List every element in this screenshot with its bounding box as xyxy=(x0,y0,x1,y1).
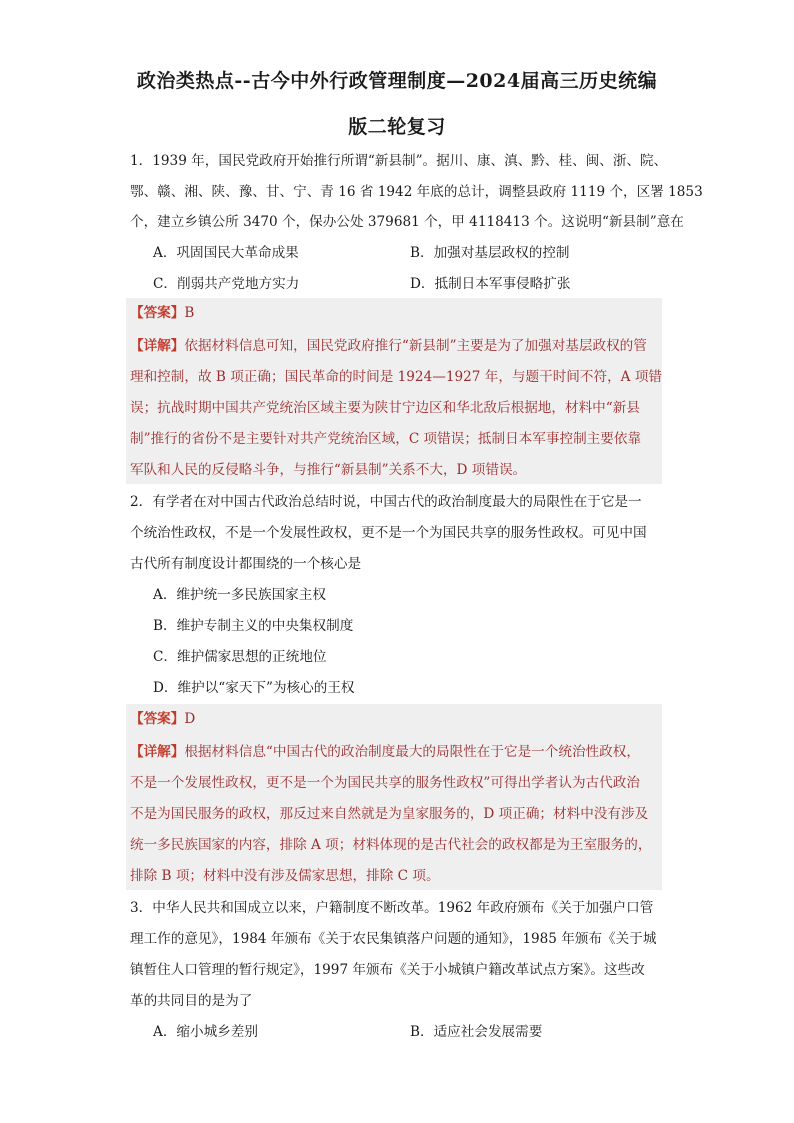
detail-tag: 【详解】 xyxy=(130,744,185,760)
question-2-answer-box xyxy=(126,704,662,890)
question-3-option-b: B．适应社会发展需要 xyxy=(410,1024,543,1040)
answer-tag: 【答案】 xyxy=(130,305,185,321)
question-2-stem-line: 古代所有制度设计都围绕的一个核心是 xyxy=(130,556,362,572)
question-1-option-a: A．巩固国民大革命成果 xyxy=(153,245,299,261)
question-2-option-a: A．维护统一多民族国家主权 xyxy=(153,587,326,603)
question-2-answer xyxy=(130,709,195,729)
question-2-stem-line: 个统治性政权，不是一个发展性政权，更不是一个为国民共享的服务性政权。可见中国 xyxy=(130,525,647,541)
question-1-detail-line: 军队和人民的反侵略斗争，与推行“新县制”关系不大，D 项错误。 xyxy=(130,462,527,478)
question-2-stem-line: 2．有学者在对中国古代政治总结时说，中国古代的政治制度最大的局限性在于它是一 xyxy=(130,494,642,510)
question-2-detail-line: 统一多民族国家的内容，排除 A 项；材料体现的是古代社会的政权都是为王室服务的， xyxy=(130,837,652,853)
question-3-stem-line: 革的共同目的是为了 xyxy=(130,993,253,1009)
question-2-detail-line: 不是一个发展性政权，更不是一个为国民共享的服务性政权”可得出学者认为古代政治 xyxy=(130,775,640,791)
question-3-stem-line: 理工作的意见》，1984 年颁布《关于农民集镇落户问题的通知》，1985 年颁布《关于城 xyxy=(130,931,657,947)
document-title-line-2: 版二轮复习 xyxy=(348,116,446,138)
question-1-detail-line: 制”推行的省份不是主要针对共产党统治区域，C 项错误；抵制日本军事控制主要依靠 xyxy=(130,431,642,447)
question-2-option-b: B．维护专制主义的中央集权制度 xyxy=(153,618,354,634)
question-2-detail-line: 排除 B 项；材料中没有涉及儒家思想，排除 C 项。 xyxy=(130,868,440,884)
question-1-answer xyxy=(130,303,194,323)
question-2-detail-line xyxy=(130,742,640,762)
answer-tag: 【答案】 xyxy=(130,711,185,727)
question-1-stem-line: 鄂、赣、湘、陕、豫、甘、宁、青 16 省 1942 年底的总计，调整县政府 1119 个，区署 1853 xyxy=(130,184,703,200)
question-1-option-d: D．抵制日本军事侵略扩张 xyxy=(410,276,571,292)
detail-text: 根据材料信息“中国古代的政治制度最大的局限性在于它是一个统治性政权， xyxy=(184,744,640,760)
answer-value: B xyxy=(184,305,195,321)
question-3-stem-line: 3．中华人民共和国成立以来，户籍制度不断改革。1962 年政府颁布《关于加强户口管 xyxy=(130,900,654,916)
question-3-stem-line: 镇暂住人口管理的暂行规定》，1997 年颁布《关于小城镇户籍改革试点方案》。这些改 xyxy=(130,962,645,978)
question-2-detail-line: 不是为国民服务的政权，那反过来自然就是为皇家服务的，D 项正确；材料中没有涉及 xyxy=(130,806,649,822)
document-title-line-1: 政治类热点--古今中外行政管理制度—2024届高三历史统编 xyxy=(136,70,658,92)
question-1-stem-line: 个，建立乡镇公所 3470 个，保办公处 379681 个，甲 4118413 个。这说明“新县制”意在 xyxy=(130,214,684,230)
question-2-option-c: C．维护儒家思想的正统地位 xyxy=(153,649,327,665)
question-1-answer-box xyxy=(126,298,662,484)
question-3-option-a: A．缩小城乡差别 xyxy=(153,1024,258,1040)
detail-text: 依据材料信息可知，国民党政府推行“新县制”主要是为了加强对基层政权的管 xyxy=(184,338,647,354)
question-1-detail-line: 理和控制，故 B 项正确；国民革命的时间是 1924—1927 年，与题干时间不符，A 项错 xyxy=(130,369,663,385)
question-1-stem-line: 1．1939 年，国民党政府开始推行所谓“新县制”。据川、康、滇、黔、桂、闽、浙、院、 xyxy=(130,153,668,169)
question-2-option-d: D．维护以“家天下”为核心的王权 xyxy=(153,680,355,696)
question-1-detail-line: 误；抗战时期中国共产党统治区域主要为陕甘宁边区和华北敌后根据地，材料中“新县 xyxy=(130,400,640,416)
answer-value: D xyxy=(184,711,196,727)
question-1-option-b: B．加强对基层政权的控制 xyxy=(410,245,570,261)
question-1-option-c: C．削弱共产党地方实力 xyxy=(153,276,300,292)
question-1-detail-line xyxy=(130,336,647,356)
detail-tag: 【详解】 xyxy=(130,338,185,354)
